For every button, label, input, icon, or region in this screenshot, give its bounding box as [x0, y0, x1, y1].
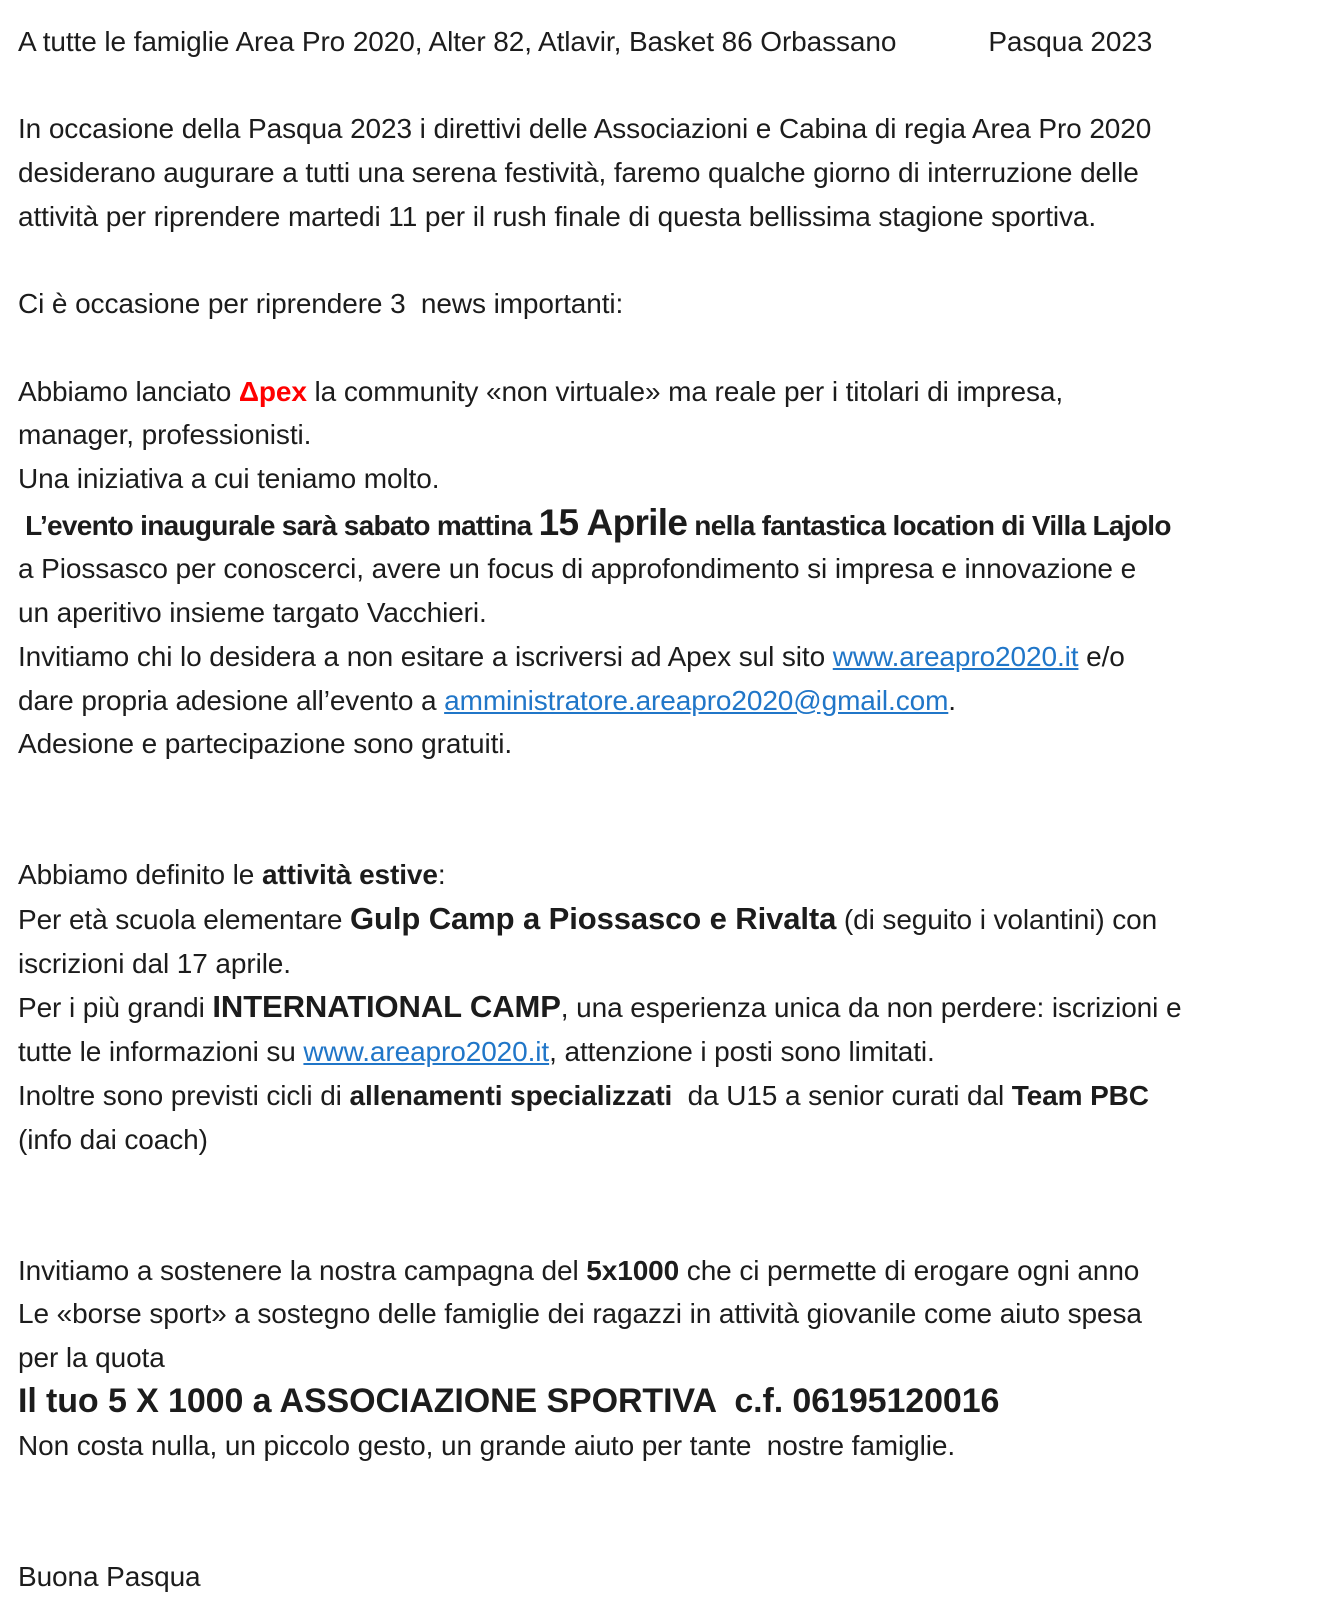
text-segment: . [948, 684, 956, 716]
text-segment: (info dai coach) [18, 1123, 208, 1155]
text-line [18, 591, 1306, 635]
bold-text: L’evento inaugurale sarà sabato mattina [18, 509, 539, 541]
text-segment: Buona Pasqua [18, 1561, 201, 1593]
text-line [18, 1555, 1306, 1599]
text-segment: , una esperienza unica da non perdere: iscrizioni e [560, 992, 1182, 1024]
text-line [18, 501, 1306, 548]
text-segment: Ci è occasione per riprendere 3 news importanti: [18, 288, 624, 320]
blank-line [18, 810, 1306, 854]
text-segment: che ci permette di erogare ogni anno [679, 1254, 1140, 1286]
text-segment: un aperitivo insieme targato Vacchieri. [18, 597, 487, 629]
text-line [18, 897, 1306, 942]
text-segment: Una iniziativa a cui teniamo molto. [18, 462, 440, 494]
text-segment: A tutte le famiglie Area Pro 2020, Alter 82, Atlavir, Basket 86 Orbassano [18, 26, 897, 57]
text-line [18, 1380, 1306, 1425]
bold-text: allenamenti specializzati [349, 1079, 673, 1111]
text-segment: desiderano augurare a tutti una serena festività, faremo qualche giorno di interruzione delle [18, 157, 1139, 189]
blank-line [18, 1468, 1306, 1512]
blank-line [18, 64, 1306, 108]
text-line [18, 1030, 1306, 1074]
text-segment: , attenzione i posti sono limitati. [549, 1036, 935, 1068]
text-segment: e/o [1078, 640, 1125, 672]
event-date: 15 Aprile [538, 501, 688, 543]
text-line [18, 722, 1306, 766]
blank-line [18, 766, 1306, 810]
bold-text: Gulp Camp a Piossasco e Rivalta [350, 900, 837, 936]
text-line [18, 942, 1306, 986]
blank-line [18, 1512, 1306, 1556]
text-line [18, 282, 1306, 326]
text-segment: Abbiamo definito le [18, 859, 262, 891]
blank-line [18, 1205, 1306, 1249]
blank-line [18, 326, 1306, 370]
text-segment: Per i più grandi [18, 992, 213, 1024]
text-segment: Le «borse sport» a sostegno delle famiglie dei ragazzi in attività giovanile come aiuto spesa [18, 1298, 1142, 1330]
text-segment: la community «non virtuale» ma reale per i titolari di impresa, [306, 375, 1064, 407]
text-line [18, 195, 1306, 239]
date-label: Pasqua 2023 [988, 26, 1153, 57]
text-line [18, 679, 1306, 723]
text-segment: Invitiamo chi lo desidera a non esitare a iscriversi ad Apex sul sito [18, 640, 833, 672]
bold-text: INTERNATIONAL CAMP [212, 989, 561, 1025]
text-segment: Non costa nulla, un piccolo gesto, un grande aiuto per tante nostre famiglie. [18, 1430, 956, 1462]
text-line [18, 1336, 1306, 1380]
blank-line [18, 1161, 1306, 1205]
bold-text: 5x1000 [586, 1254, 680, 1286]
bold-text: attività estive [261, 859, 438, 891]
blank-line [18, 239, 1306, 283]
bold-text: Team PBC [1011, 1079, 1149, 1111]
hyperlink[interactable]: www.areapro2020.it [832, 640, 1079, 672]
text-segment: per la quota [18, 1341, 165, 1373]
text-segment: Abbiamo lanciato [18, 375, 239, 407]
text-segment: tutte le informazioni su [18, 1036, 304, 1068]
bold-text: nella fantastica location di Villa Lajolo [687, 509, 1171, 541]
text-segment: Invitiamo a sostenere la nostra campagna del [18, 1254, 587, 1286]
text-line [18, 413, 1306, 457]
text-segment: a Piossasco per conoscerci, avere un focus di approfondimento si impresa e innovazione e [18, 553, 1137, 585]
text-line [18, 547, 1306, 591]
hyperlink[interactable]: amministratore.areapro2020@gmail.com [444, 684, 949, 716]
text-segment: In occasione della Pasqua 2023 i direttivi delle Associazioni e Cabina di regia Area Pro 2020 [18, 113, 1152, 145]
document-body [18, 20, 1306, 1599]
text-segment: da U15 a senior curati dal [672, 1079, 1012, 1111]
text-line [18, 457, 1306, 501]
text-line [18, 1074, 1306, 1118]
text-line [18, 20, 1306, 64]
text-segment: : [437, 859, 446, 891]
text-line [18, 151, 1306, 195]
text-segment: iscrizioni dal 17 aprile. [18, 947, 291, 979]
text-segment: attività per riprendere martedi 11 per il rush finale di questa bellissima stagione sportiva. [18, 200, 1097, 232]
text-segment: Inoltre sono previsti cicli di [18, 1079, 350, 1111]
text-line [18, 853, 1306, 897]
text-segment: manager, professionisti. [18, 419, 312, 451]
text-line [18, 985, 1306, 1030]
tax-code-title: Il tuo 5 X 1000 a ASSOCIAZIONE SPORTIVA c.f. 06195120016 [18, 1381, 1000, 1420]
text-line [18, 1424, 1306, 1468]
text-segment: (di seguito i volantini) con [836, 903, 1158, 935]
text-line [18, 635, 1306, 679]
text-line [18, 1118, 1306, 1162]
text-line [18, 1292, 1306, 1336]
text-line [18, 370, 1306, 414]
text-segment: Adesione e partecipazione sono gratuiti. [18, 728, 513, 760]
apex-brand: Δpex [238, 375, 307, 407]
text-line [18, 107, 1306, 151]
text-line [18, 1249, 1306, 1293]
text-segment: dare propria adesione all’evento a [18, 684, 445, 716]
hyperlink[interactable]: www.areapro2020.it [303, 1036, 550, 1068]
text-segment: Per età scuola elementare [18, 903, 351, 935]
